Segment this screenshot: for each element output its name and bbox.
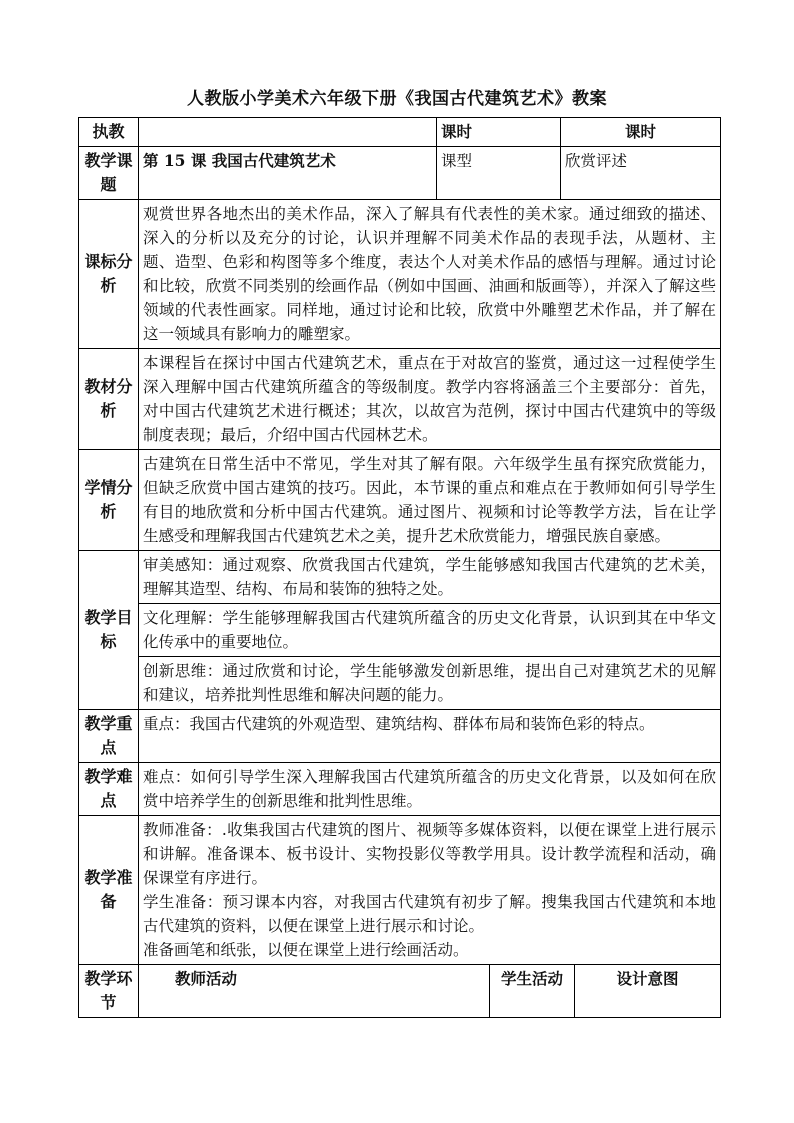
row-header	[79, 118, 721, 147]
content-mubiao-2	[139, 604, 721, 657]
label-keshi: 课时	[437, 118, 561, 147]
row-jiaocai	[79, 349, 721, 450]
label-jiaocai: 教材分析	[79, 349, 139, 450]
label-zhijiao: 执教	[79, 118, 139, 147]
row-zhongdian	[79, 710, 721, 763]
nandian-text: 难点：如何引导学生深入理解我国古代建筑所蕴含的历史文化背景，以及如何在欣赏中培养学生的创新思维和批判性思维。	[143, 768, 717, 810]
row-xueqing	[79, 450, 721, 551]
row-huanjie	[79, 965, 721, 1018]
col-design-intent: 设计意图	[575, 965, 721, 1018]
mubiao-item: 审美感知：通过观察、欣赏我国古代建筑，学生能够感知我国古代建筑的艺术美，理解其造型、结构、布局和装饰的独特之处。	[143, 556, 717, 598]
col-teacher-activity: 教师活动	[139, 965, 490, 1018]
zhunbei-teacher: 教师准备：.收集我国古代建筑的图片、视频等多媒体资料，以便在课堂上进行展示和讲解。准备课本、板书设计、实物投影仪等教学用具。设计教学流程和活动，确保课堂有序进行。	[143, 821, 717, 887]
xueqing-text: 古建筑在日常生活中不常见，学生对其了解有限。六年级学生虽有探究欣赏能力，但缺乏欣赏中国古建筑的技巧。因此，本节课的重点和难点在于教师如何引导学生有目的地欣赏和分析中国古代建筑。通过图片、视频和讨论等教学方法，旨在让学生感受和理解我国古代建筑艺术之美，提升艺术欣赏能力，增强民族自豪感。	[143, 455, 717, 545]
content-zhongdian	[139, 710, 721, 763]
row-mubiao-2	[79, 604, 721, 657]
row-zhunbei	[79, 816, 721, 965]
row-mubiao-1	[79, 551, 721, 604]
label-xueqing: 学情分析	[79, 450, 139, 551]
label-topic: 教学课题	[79, 147, 139, 200]
zhunbei-student: 学生准备：预习课本内容，对我国古代建筑有初步了解。搜集我国古代建筑和本地古代建筑的资料，以便在课堂上进行展示和讨论。	[143, 893, 717, 935]
content-xueqing	[139, 450, 721, 551]
content-mubiao-3	[139, 657, 721, 710]
row-nandian	[79, 763, 721, 816]
col-student-activity: 学生活动	[490, 965, 575, 1018]
label-huanjie: 教学环节	[79, 965, 139, 1018]
jiaocai-text: 本课程旨在探讨中国古代建筑艺术，重点在于对故宫的鉴赏，通过这一过程使学生深入理解中国古代建筑所蕴含的等级制度。教学内容将涵盖三个主要部分：首先，对中国古代建筑艺术进行概述；其次，以故宫为范例，探讨中国古代建筑中的等级制度表现；最后，介绍中国古代园林艺术。	[143, 354, 717, 444]
label-zhunbei: 教学准备	[79, 816, 139, 965]
label-mubiao: 教学目标	[79, 551, 139, 710]
zhunbei-extra: 准备画笔和纸张，以便在课堂上进行绘画活动。	[143, 941, 469, 959]
mubiao-item: 创新思维：通过欣赏和讨论，学生能够激发创新思维，提出自己对建筑艺术的见解和建议，培养批判性思维和解决问题的能力。	[143, 662, 717, 704]
zhongdian-text: 重点：我国古代建筑的外观造型、建筑结构、群体布局和装饰色彩的特点。	[143, 715, 655, 733]
value-keshi: 课时	[561, 118, 721, 147]
row-topic	[79, 147, 721, 200]
value-topic: 第 15 课 我国古代建筑艺术	[139, 147, 437, 200]
document-title: 人教版小学美术六年级下册《我国古代建筑艺术》教案	[187, 89, 607, 109]
content-mubiao-1	[139, 551, 721, 604]
kebiao-text: 观赏世界各地杰出的美术作品，深入了解具有代表性的美术家。通过细致的描述、深入的分析以及充分的讨论，认识并理解不同美术作品的表现手法，从题材、主题、造型、色彩和构图等多个维度，表达个人对美术作品的感悟与理解。通过讨论和比较，欣赏不同类别的绘画作品（例如中国画、油画和版画等），并深入了解这些领域的代表性画家。同样地，通过讨论和比较，欣赏中外雕塑艺术作品，并了解在这一领域具有影响力的雕塑家。	[143, 205, 717, 343]
content-zhunbei	[139, 816, 721, 965]
content-nandian	[139, 763, 721, 816]
mubiao-item: 文化理解：学生能够理解我国古代建筑所蕴含的历史文化背景，认识到其在中华文化传承中的重要地位。	[143, 609, 717, 651]
content-jiaocai	[139, 349, 721, 450]
lesson-plan-table	[78, 117, 721, 1018]
label-lesson-type: 课型	[437, 147, 561, 200]
value-zhijiao	[139, 118, 437, 147]
label-nandian: 教学难点	[79, 763, 139, 816]
value-lesson-type: 欣赏评述	[561, 147, 721, 200]
row-mubiao-3	[79, 657, 721, 710]
content-kebiao	[139, 200, 721, 349]
label-zhongdian: 教学重点	[79, 710, 139, 763]
row-kebiao	[79, 200, 721, 349]
label-kebiao: 课标分析	[79, 200, 139, 349]
